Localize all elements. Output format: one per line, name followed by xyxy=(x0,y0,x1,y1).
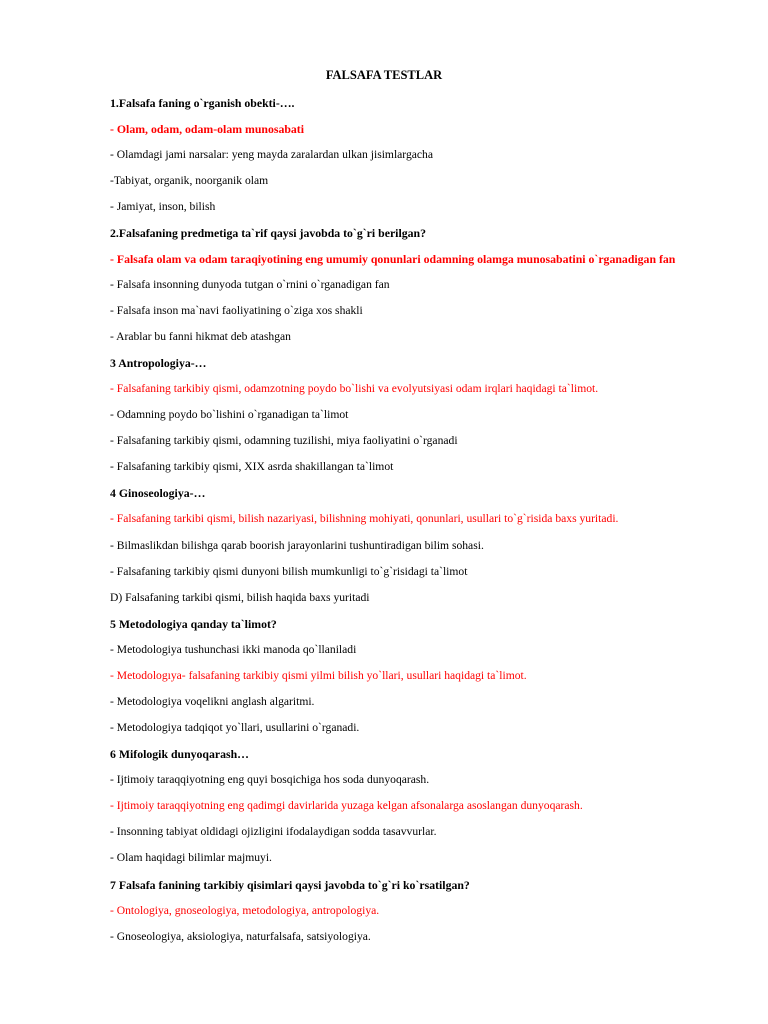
answer-option: - Jamiyat, inson, bilish xyxy=(110,200,216,213)
answer-option: - Olam haqidagi bilimlar majmuyi. xyxy=(110,851,272,864)
answer-option: -Tabiyat, organik, noorganik olam xyxy=(110,174,269,187)
question-text: 3 Antropologiya-… xyxy=(110,356,207,370)
answer-option: - Metodologiya tushunchasi ikki manoda qo`llaniladi xyxy=(110,643,357,656)
question-text: 5 Metodologiya qanday ta`limot? xyxy=(110,617,277,631)
correct-answer: - Ijtimoiy taraqqiyotning eng qadimgi davirlarida yuzaga kelgan afsonalarga asoslangan dunyoqarash. xyxy=(110,799,583,812)
answer-option: - Falsafaning tarkibiy qismi, XIX asrda shakillangan ta`limot xyxy=(110,460,394,473)
answer-option: - Arablar bu fanni hikmat deb atashgan xyxy=(110,330,291,343)
answer-option: - Falsafaning tarkibiy qismi, odamning tuzilishi, miya faoliyatini o`rganadi xyxy=(110,434,458,447)
correct-answer: - Olam, odam, odam-olam munosabati xyxy=(110,122,305,136)
answer-option: - Falsafaning tarkibiy qismi dunyoni bilish mumkunligi to`g`risidagi ta`limot xyxy=(110,565,468,578)
answer-option: - Insonning tabiyat oldidagi ojizligini ifodalaydigan sodda tasavvurlar. xyxy=(110,825,437,838)
answer-option: - Odamning poydo bo`lishini o`rganadigan ta`limot xyxy=(110,408,349,421)
answer-option: - Gnoseologiya, aksiologiya, naturfalsafa, satsiyologiya. xyxy=(110,930,371,943)
answer-option: - Falsafa inson ma`navi faoliyatining o`ziga xos shakli xyxy=(110,304,363,317)
question-text: 7 Falsafa fanining tarkibiy qisimlari qaysi javobda to`g`ri ko`rsatilgan? xyxy=(110,878,470,892)
document-title: FALSAFA TESTLAR xyxy=(325,68,443,82)
answer-option: - Metodologiya tadqiqot yo`llari, usullarini o`rganadi. xyxy=(110,721,360,734)
question-text: 6 Mifologik dunyoqarash… xyxy=(110,747,249,761)
correct-answer: - Falsafaning tarkibi qismi, bilish nazariyasi, bilishning mohiyati, qonunlari, usullari to`g`risida baxs yuritadi. xyxy=(110,512,619,525)
answer-option: - Olamdagi jami narsalar: yeng mayda zaralardan ulkan jisimlargacha xyxy=(110,148,433,161)
answer-option: - Ijtimoiy taraqqiyotning eng quyi bosqichiga hos soda dunyoqarash. xyxy=(110,773,430,786)
question-text: 4 Ginoseologiya-… xyxy=(110,486,206,500)
question-text: 2.Falsafaning predmetiga ta`rif qaysi javobda to`g`ri berilgan? xyxy=(110,226,426,240)
correct-answer: - Ontologiya, gnoseologiya, metodologiya, antropologiya. xyxy=(110,904,380,917)
answer-option: - Metodologiya voqelikni anglash algaritmi. xyxy=(110,695,315,708)
answer-option: D) Falsafaning tarkibi qismi, bilish haqida baxs yuritadi xyxy=(110,591,370,604)
question-text: 1.Falsafa faning o`rganish obekti-…. xyxy=(110,96,295,110)
answer-option: - Bilmaslikdan bilishga qarab boorish jarayonlarini tushuntiradigan bilim sohasi. xyxy=(110,539,484,552)
correct-answer: - Falsafa olam va odam taraqiyotining eng umumiy qonunlari odamning olamga munosabatini o`rganadigan fan xyxy=(110,252,676,266)
correct-answer: - Falsafaning tarkibiy qismi, odamzotning poydo bo`lishi va evolyutsiyasi odam irqlari haqidagi ta`limot. xyxy=(110,382,599,395)
answer-option: - Falsafa insonning dunyoda tutgan o`rnini o`rganadigan fan xyxy=(110,278,390,291)
correct-answer: - Metodologıya- falsafaning tarkibiy qismi yilmi bilish yo`llari, usullari haqidagi ta`limot. xyxy=(110,669,527,682)
